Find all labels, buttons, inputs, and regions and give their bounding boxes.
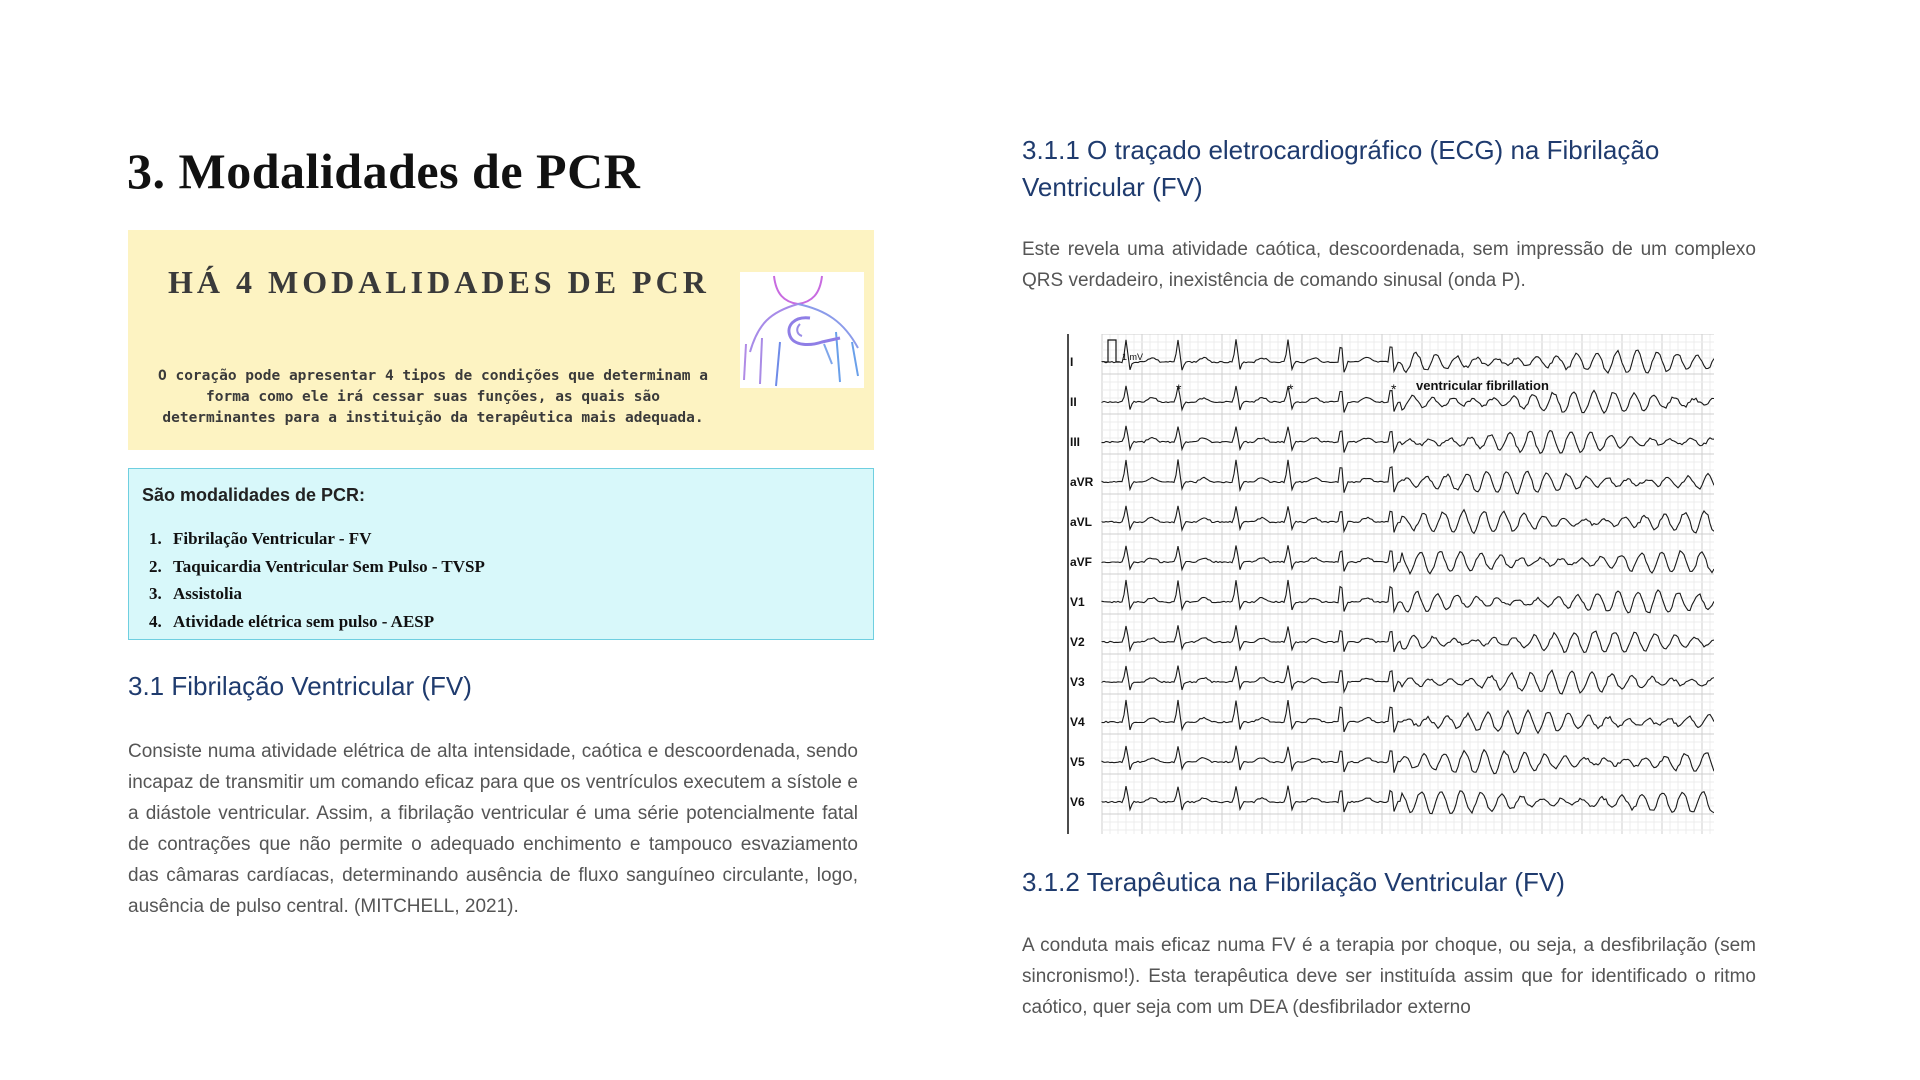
list-item [149, 525, 485, 553]
list-item-number: 2. [149, 556, 162, 576]
list-item-label: Fibrilação Ventricular - FV [173, 529, 372, 548]
ecg-lead-label: V6 [1070, 795, 1085, 809]
ecg-marker: * [1288, 381, 1294, 397]
modalities-title: São modalidades de PCR: [142, 485, 366, 505]
modalities-list [149, 525, 485, 635]
list-item-label: Assistolia [173, 584, 242, 603]
list-item [149, 580, 485, 608]
ecg-lead-label: aVF [1070, 555, 1093, 569]
page-title: 3. Modalidades de PCR [127, 143, 641, 199]
section-heading-3-1-1: 3.1.1 O traçado eletrocardiográfico (ECG) na Fibrilação Ventricular (FV) [1022, 135, 1660, 202]
list-item-label: Atividade elétrica sem pulso - AESP [173, 611, 435, 631]
ecg-lead-label: III [1070, 435, 1081, 449]
section-heading-3-1-2: 3.1.2 Terapêutica na Fibrilação Ventricular (FV) [1022, 867, 1565, 897]
ecg-lead-label: aVR [1070, 475, 1094, 489]
section-heading-3-1: 3.1 Fibrilação Ventricular (FV) [128, 671, 472, 701]
list-item-label: Taquicardia Ventricular Sem Pulso - TVSP [173, 556, 485, 576]
section-body-3-1-2: A conduta mais eficaz numa FV é a terapia por choque, ou seja, a desfibrilação (sem sincronismo!). Esta terapêutica deve ser instituída assim que for identificado o ritmo caótico, quer seja com um DEA (desfibrilador externo [1022, 935, 1756, 1018]
calibration-label: 1 mV [1122, 352, 1144, 362]
list-item [149, 553, 485, 581]
banner-heading: HÁ 4 MODALIDADES DE PCR [168, 264, 710, 300]
section-body-3-1: Consiste numa atividade elétrica de alta intensidade, caótica e descoordenada, sendo incapaz de transmitir um comando eficaz para que os ventrículos executem a sístole e a diástole ventricular. Assim, a fibrilação ventricular é uma série potencialmente fatal de contrações que não permite o adequado enchimento e tampouco esvaziamento das câmaras cardíacas, determinando ausência de fluxo sanguíneo circulante, logo, ausência de pulso central. (MITCHELL, 2021). [128, 741, 858, 917]
list-item-number: 4. [149, 611, 162, 631]
ecg-lead-label: V2 [1070, 635, 1085, 649]
heart-patient-icon [740, 272, 864, 388]
section-body-3-1-1: Este revela uma atividade caótica, descoordenada, sem impressão de um complexo QRS verdadeiro, inexistência de comando sinusal (onda P). [1022, 239, 1756, 291]
ecg-marker: * [1176, 381, 1182, 397]
list-item-number: 3. [149, 584, 162, 603]
ecg-lead-label: V5 [1070, 755, 1085, 769]
ecg-lead-label: V4 [1070, 715, 1085, 729]
list-item [149, 608, 485, 636]
info-banner [128, 230, 874, 450]
ecg-lead-label: aVL [1070, 515, 1093, 529]
ecg-lead-label: V3 [1070, 675, 1085, 689]
banner-body: O coração pode apresentar 4 tipos de condições que determinam a forma como ele irá cessar suas funções, as quais são determinantes para a instituição da terapêutica mais adequada. [158, 368, 708, 426]
list-item-number: 1. [149, 529, 162, 548]
ecg-figure [1066, 334, 1714, 834]
ecg-annotation: ventricular fibrillation [1416, 378, 1549, 393]
ecg-lead-label: II [1070, 395, 1077, 409]
modalities-box [128, 468, 874, 640]
ecg-lead-label: V1 [1070, 595, 1085, 609]
ecg-lead-label: I [1070, 355, 1074, 369]
ecg-marker: * [1391, 381, 1397, 397]
